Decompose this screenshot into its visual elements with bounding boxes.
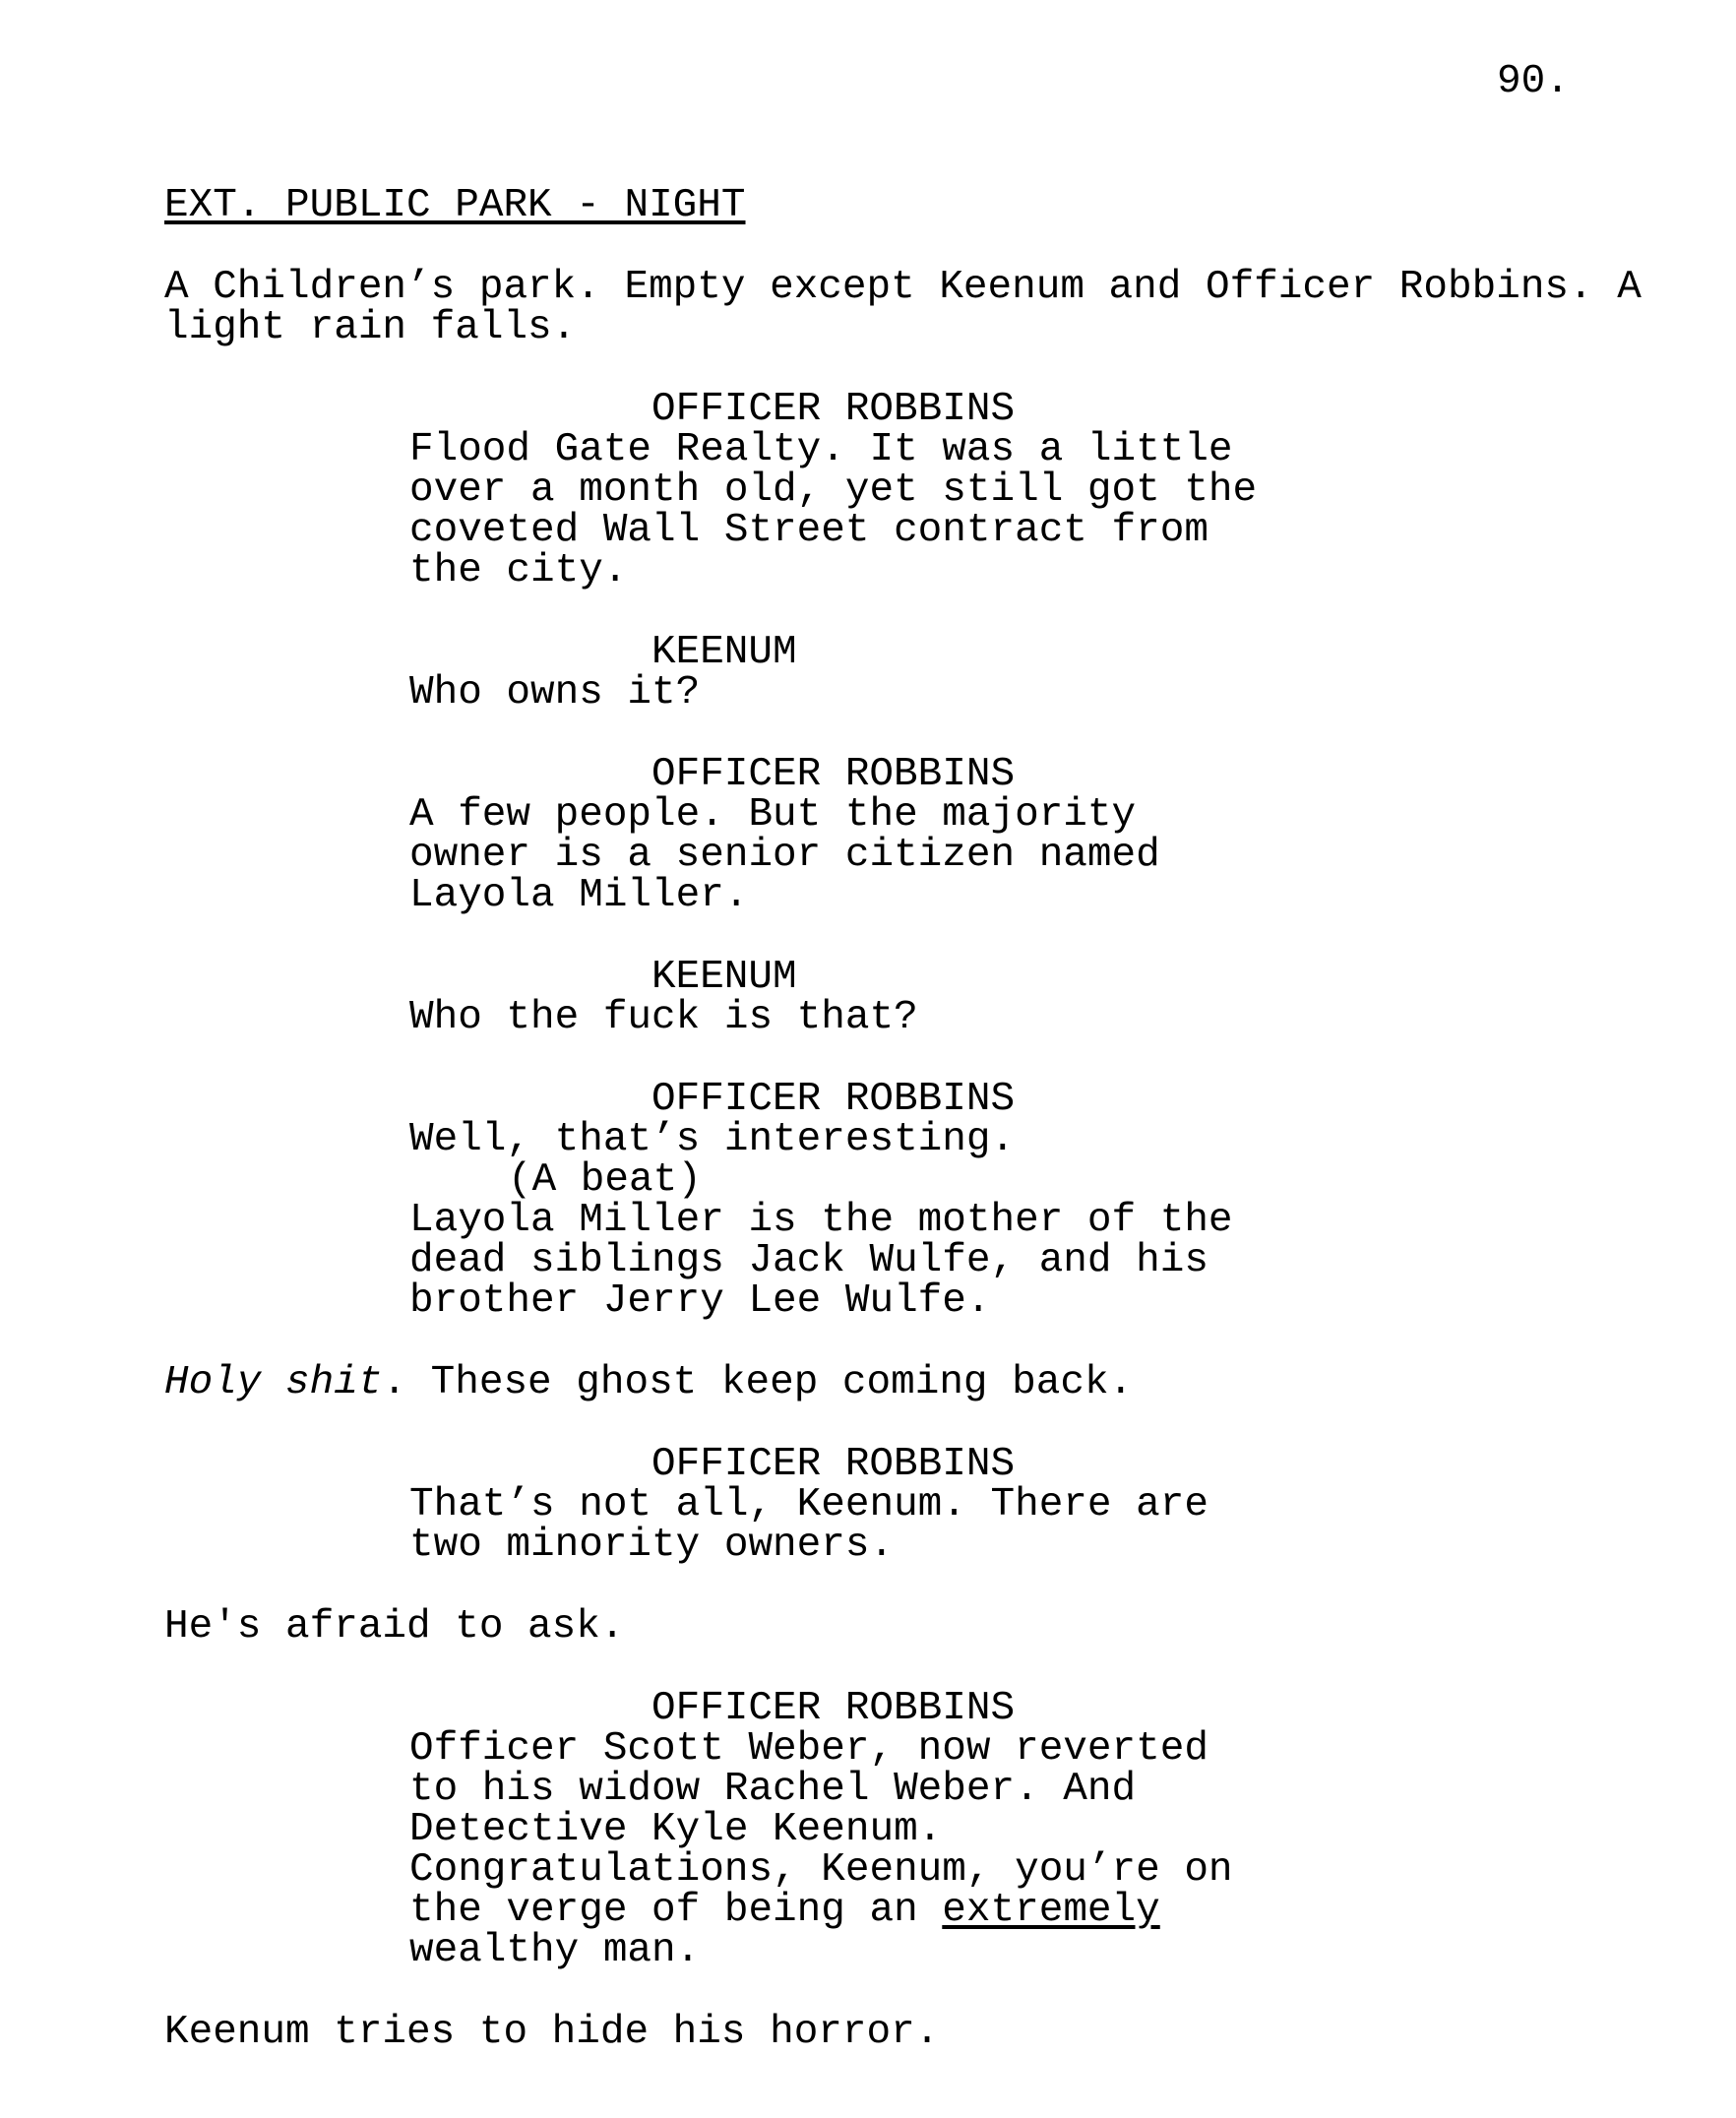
scene-heading: EXT. PUBLIC PARK - NIGHT <box>164 183 746 228</box>
dialogue-line: Who the fuck is that? <box>409 995 918 1040</box>
dialogue-line <box>409 1888 1160 1933</box>
dialogue-line: dead siblings Jack Wulfe, and his <box>409 1238 1209 1283</box>
dialogue-line: Who owns it? <box>409 670 701 716</box>
action-line: A Children’s park. Empty except Keenum and Officer Robbins. A <box>164 265 1642 310</box>
action-line: Keenum tries to hide his horror. <box>164 2010 940 2055</box>
action-line <box>164 1360 1134 1405</box>
dialogue-line: Layola Miller. <box>409 873 749 918</box>
dialogue-line: Congratulations, Keenum, you’re on <box>409 1847 1233 1893</box>
dialogue-line: over a month old, yet still got the <box>409 467 1258 513</box>
dialogue-line: coveted Wall Street contract from <box>409 508 1209 553</box>
dialogue-emphasis: extremely <box>942 1888 1160 1933</box>
dialogue-line: the city. <box>409 548 628 593</box>
character-cue: OFFICER ROBBINS <box>651 1077 1016 1122</box>
action-text: . These ghost keep coming back. <box>382 1360 1134 1405</box>
dialogue-line: Flood Gate Realty. It was a little <box>409 427 1233 472</box>
character-cue: OFFICER ROBBINS <box>651 752 1016 797</box>
dialogue-text: the verge of being an <box>409 1888 943 1933</box>
action-line: light rain falls. <box>164 305 577 350</box>
dialogue-line: owner is a senior citizen named <box>409 833 1160 878</box>
dialogue-line: Well, that’s interesting. <box>409 1117 1016 1162</box>
dialogue-line: That’s not all, Keenum. There are <box>409 1482 1209 1527</box>
dialogue-line: A few people. But the majority <box>409 792 1137 838</box>
dialogue-line: brother Jerry Lee Wulfe. <box>409 1278 991 1324</box>
dialogue-line: wealthy man. <box>409 1928 701 1973</box>
dialogue-line: to his widow Rachel Weber. And <box>409 1767 1137 1812</box>
action-line: He's afraid to ask. <box>164 1604 625 1650</box>
character-cue: OFFICER ROBBINS <box>651 1442 1016 1487</box>
character-cue: KEENUM <box>651 955 797 1000</box>
character-cue: OFFICER ROBBINS <box>651 1686 1016 1731</box>
character-cue: KEENUM <box>651 630 797 675</box>
dialogue-line: Detective Kyle Keenum. <box>409 1807 943 1852</box>
parenthetical: (A beat) <box>508 1157 702 1203</box>
dialogue-line: two minority owners. <box>409 1523 895 1568</box>
character-cue: OFFICER ROBBINS <box>651 387 1016 432</box>
dialogue-line: Layola Miller is the mother of the <box>409 1198 1233 1243</box>
dialogue-line: Officer Scott Weber, now reverted <box>409 1726 1209 1772</box>
page-number: 90. <box>1497 59 1570 104</box>
action-emphasis: Holy shit <box>164 1360 383 1405</box>
